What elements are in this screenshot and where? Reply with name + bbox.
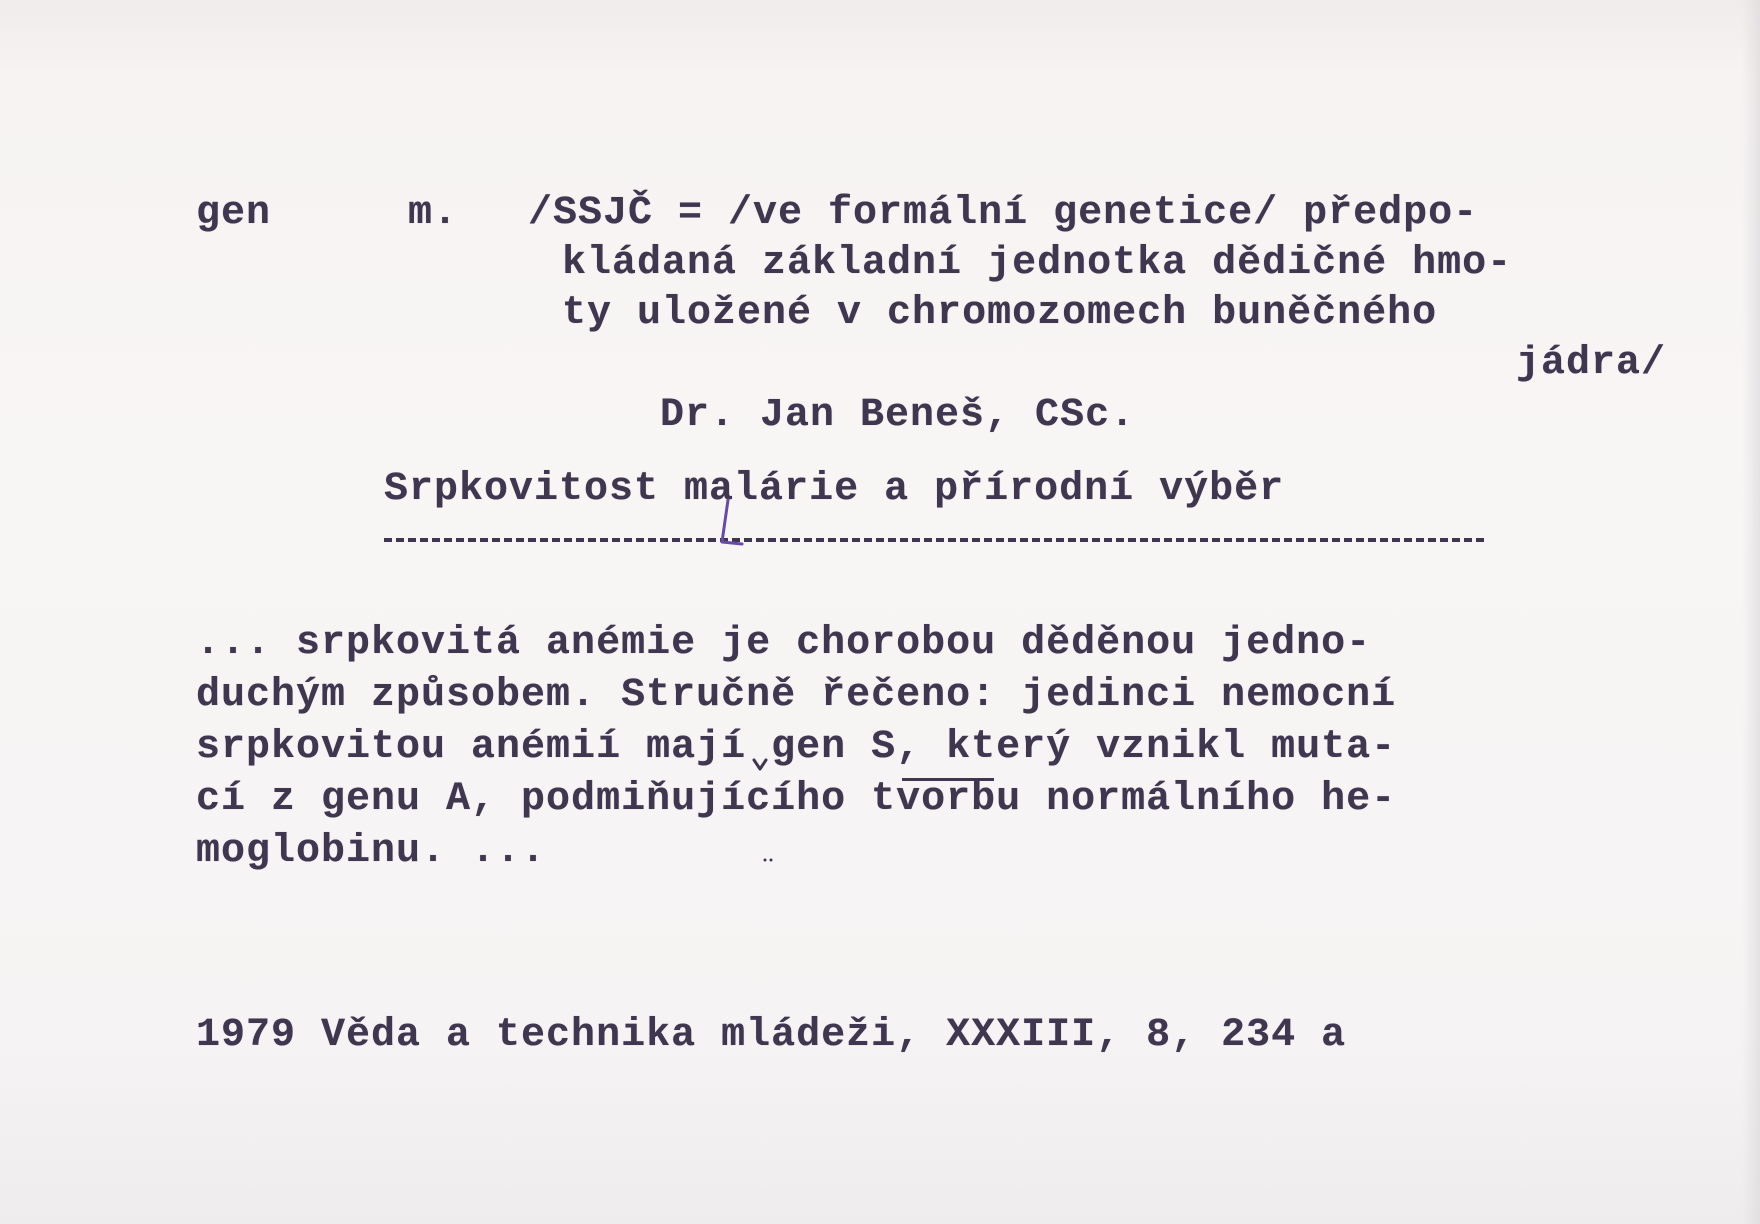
quote-line: ... srpkovitá anémie je chorobou děděnou jedno-	[196, 621, 1372, 666]
author-name: Dr. Jan Beneš, CSc.	[660, 393, 1136, 438]
definition-line: ty uložené v chromozomech buněčného	[562, 291, 1438, 336]
grammatical-gender: m.	[408, 191, 459, 236]
quote-line: moglobinu. ...	[196, 829, 547, 874]
ink-speck	[762, 858, 774, 862]
definition-line: jádra/	[1516, 341, 1667, 386]
definition-line: /SSJČ = /ve formální genetice/ předpo-	[528, 191, 1479, 236]
title-dashed-underline	[384, 538, 1484, 542]
quote-line: srpkovitou anémií mají gen S, který vznikl muta-	[196, 725, 1397, 770]
pen-correction-mark	[718, 496, 746, 548]
quote-line: duchým způsobem. Stručně řečeno: jedinci nemocní	[196, 673, 1397, 718]
quote-line: cí z genu A, podmiňujícího tvorbu normálního he-	[196, 777, 1397, 822]
headword: gen	[196, 191, 272, 236]
source-citation: 1979 Věda a technika mládeži, XXXIII, 8, 234 a	[196, 1013, 1347, 1058]
article-title: Srpkovitost malárie a přírodní výběr	[384, 467, 1285, 512]
caron-mark	[752, 758, 768, 772]
definition-line: kládaná základní jednotka dědičné hmo-	[562, 241, 1513, 286]
